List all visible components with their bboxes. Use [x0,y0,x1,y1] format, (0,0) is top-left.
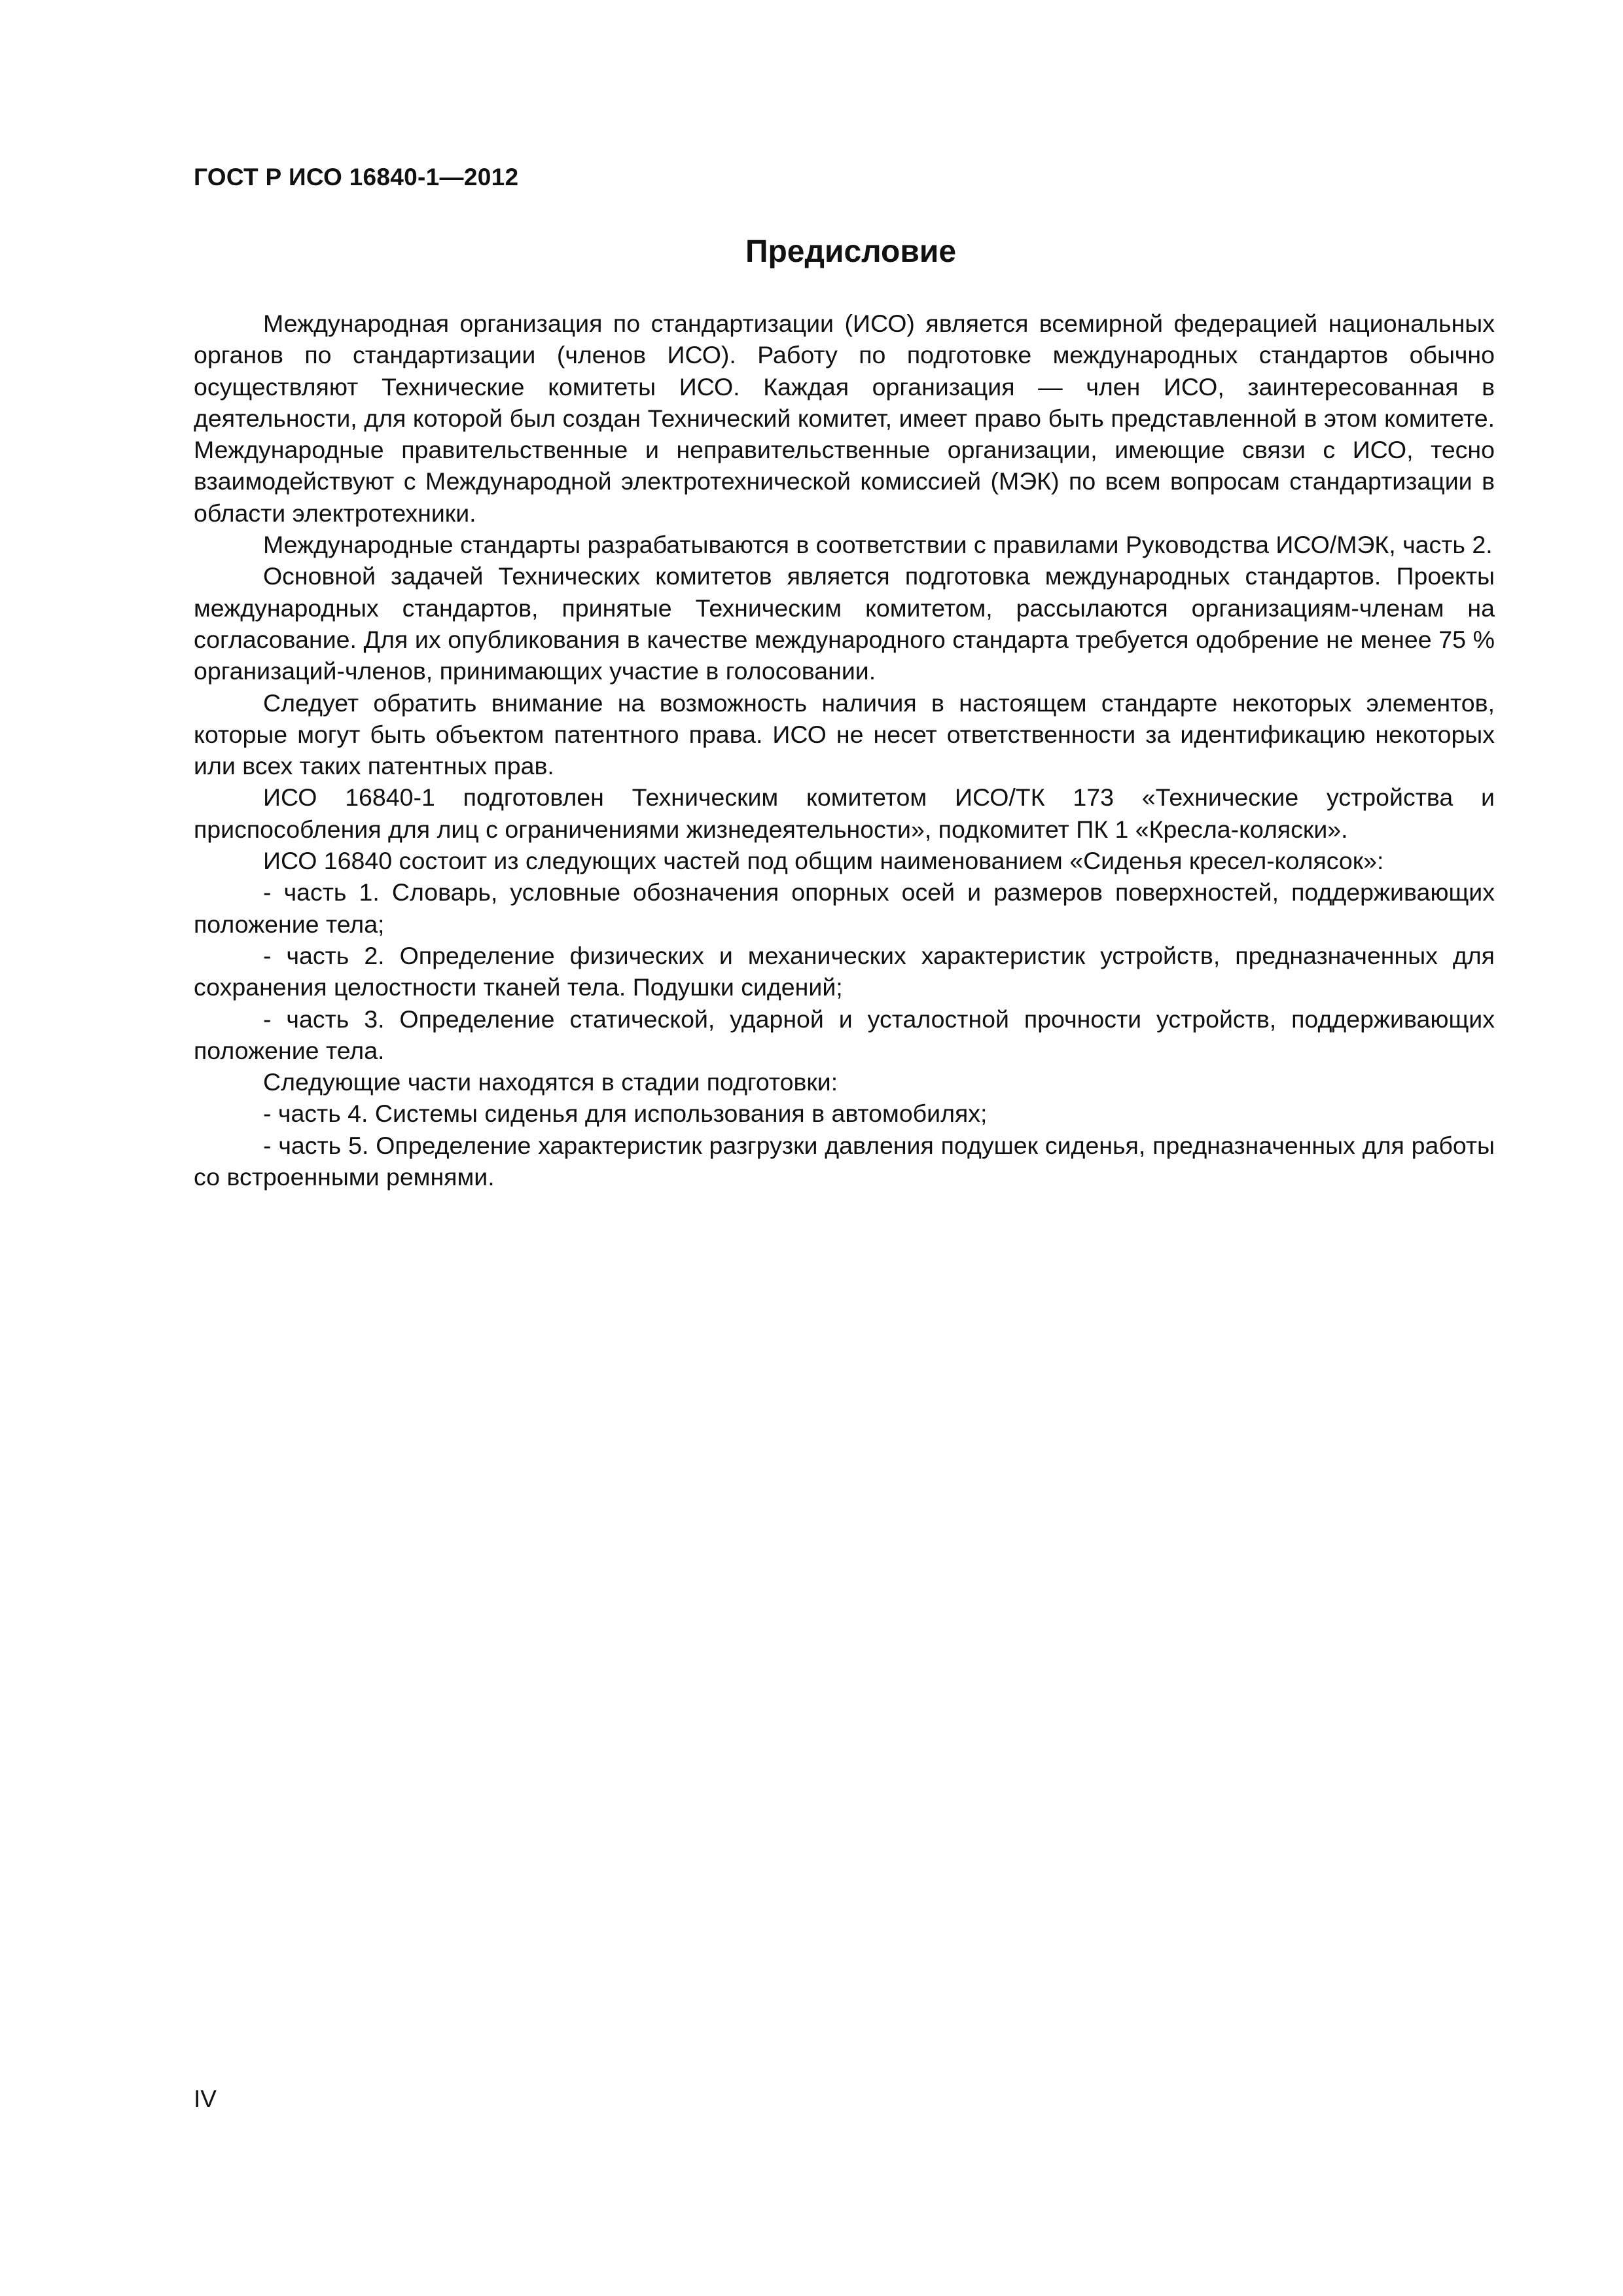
paragraph-prepared-by: ИСО 16840-1 подготовлен Техническим комитетом ИСО/ТК 173 «Технические устройства и приспособления для лиц с ограничениями жизнедеятельности», подкомитет ПК 1 «Кресла-коляски». [194,783,1495,843]
section-title: Предисловие [745,234,957,269]
foreword-body [194,308,1495,1193]
list-item-part-2: - часть 2. Определение физических и механических характеристик устройств, предназначенных для сохранения целостности тканей тела. Подушки сидений; [194,941,1495,1001]
paragraph-committee-tasks: Основной задачей Технических комитетов является подготовка международных стандартов. Проекты международных стандартов, принятые Техническим комитетом, рассылаются организациям-членам на согласование. Для их опубликования в качестве международного стандарта требуется одобрение не менее 75 % организаций-членов, принимающих участие в голосовании. [194,562,1495,685]
document-header-code: ГОСТ Р ИСО 16840-1—2012 [194,164,519,190]
list-item-part-3: - часть 3. Определение статической, ударной и усталостной прочности устройств, поддерживающих положение тела. [194,1005,1495,1064]
paragraph-iso-organization: Международная организация по стандартизации (ИСО) является всемирной федерацией национальных органов по стандартизации (членов ИСО). Работу по подготовке международных стандартов обычно осуществляют Технические комитеты ИСО. Каждая организация — член ИСО, заинтересованная в деятельности, для которой был создан Технический комитет, имеет право быть представленной в этом комитете. Международные правительственные и неправительственные организации, имеющие связи с ИСО, тесно взаимодействуют с Международной электротехнической комиссией (МЭК) по всем вопросам стандартизации в области электротехники. [194,310,1495,527]
paragraph-parts-intro: ИСО 16840 состоит из следующих частей под общим наименованием «Сиденья кресел-колясок»: [263,847,1384,875]
paragraph-parts-in-preparation: Следующие части находятся в стадии подготовки: [263,1068,838,1096]
list-item-part-1: - часть 1. Словарь, условные обозначения опорных осей и размеров поверхностей, поддерживающих положение тела; [194,878,1495,938]
list-item-part-5: - часть 5. Определение характеристик разгрузки давления подушек сиденья, предназначенных для работы со встроенными ремнями. [194,1131,1495,1191]
page-number: IV [194,2085,217,2112]
paragraph-standards-rules: Международные стандарты разрабатываются в соответствии с правилами Руководства ИСО/МЭК, часть 2. [263,531,1493,559]
list-item-part-4: - часть 4. Системы сиденья для использования в автомобилях; [263,1100,988,1128]
paragraph-patent-notice: Следует обратить внимание на возможность наличия в настоящем стандарте некоторых элементов, которые могут быть объектом патентного права. ИСО не несет ответственности за идентификацию некоторых или всех таких патентных прав. [194,689,1495,780]
